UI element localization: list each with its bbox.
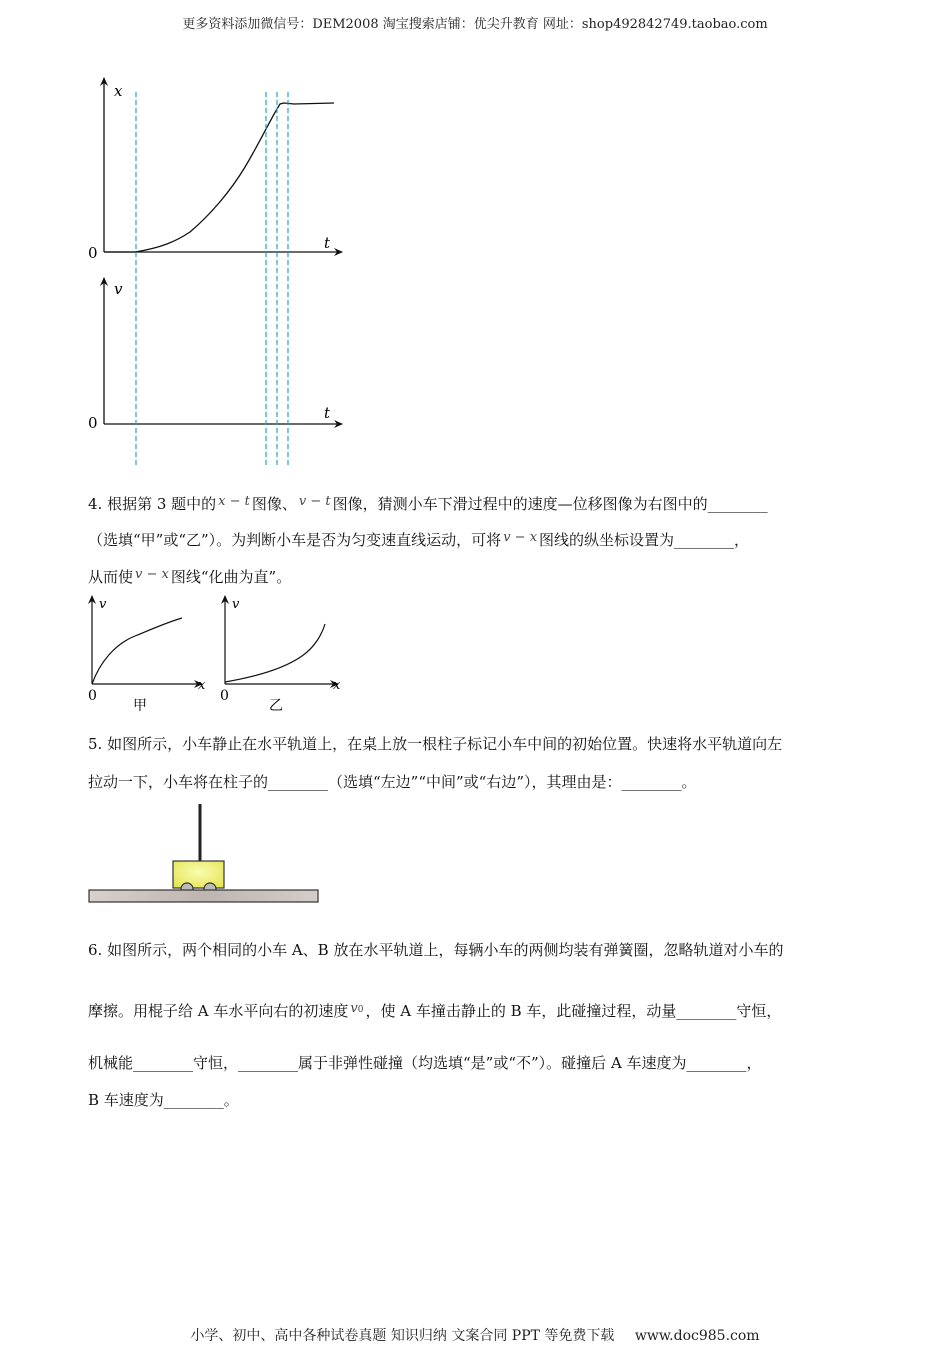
graph-a-y-label: v: [99, 597, 107, 612]
graph-b-origin: 0: [220, 688, 229, 704]
q4-line-3: 从而使 v − x 图线“化曲为直”。: [88, 567, 292, 586]
cart-track-illustration: [86, 800, 322, 908]
footer-url[interactable]: www.doc985.com: [634, 1328, 760, 1344]
var-v-x-2: v − x: [135, 567, 169, 582]
var-v-x: v − x: [503, 530, 538, 545]
horizontal-track: [89, 890, 318, 902]
q6-line-1: 6. 如图所示，两个相同的小车 A、B 放在水平轨道上，每辆小车的两侧均装有弹簧圈，忽略轨道对小车的: [88, 941, 784, 959]
var-v0: v0: [350, 1001, 364, 1016]
graph-b-caption: 乙: [269, 698, 283, 714]
xt-x-label: t: [324, 234, 331, 252]
graph-b-y-label: v: [232, 597, 240, 612]
page-header: 更多资料添加微信号：DEM2008 淘宝搜索店铺：优尖升教育 网址：shop492842749.taobao.com: [182, 17, 768, 32]
graph-a-x-label: x: [198, 678, 206, 693]
xt-y-label: x: [114, 82, 123, 100]
vt-origin: 0: [88, 414, 98, 432]
q6-line-2: 摩擦。用棍子给 A 车水平向右的初速度 v0 ，使 A 车撞击静止的 B 车，此碰撞过程，动量________守恒，: [88, 1001, 782, 1020]
vt-x-label: t: [324, 404, 331, 422]
graph-b-curve: [225, 624, 325, 682]
graph-b-x-label: x: [333, 678, 341, 693]
q6-line-4: B 车速度为________。: [88, 1091, 239, 1109]
q6-line-3: 机械能________守恒，________属于非弹性碰撞（均选填“是”或“不”）。碰撞后 A 车速度为________，: [88, 1054, 762, 1072]
q5-line-2: 拉动一下，小车将在柱子的________（选填“左边”“中间”或“右边”），其理由是：________。: [88, 773, 697, 791]
var-v-t: v − t: [298, 494, 331, 509]
q4-line-1: 4. 根据第 3 题中的 x − t 图像、 v − t 图像，猜测小车下滑过程中的速度—位移图像为右图中的________: [88, 494, 768, 513]
xt-curve: [104, 103, 334, 252]
xt-origin: 0: [88, 244, 98, 262]
graph-a-caption: 甲: [133, 698, 147, 714]
graph-a-curve: [92, 618, 182, 684]
vt-y-label: v: [114, 280, 123, 298]
cart-body: [173, 861, 224, 888]
xt-vt-graphs: [80, 72, 360, 472]
vx-graphs: [80, 592, 360, 718]
q4-line-2: （选填“甲”或“乙”）。为判断小车是否为匀变速直线运动，可将 v − x 图线的纵坐标设置为________，: [88, 530, 750, 549]
var-x-t: x − t: [218, 494, 250, 509]
page-footer: [0, 1325, 950, 1345]
footer-left: 小学、初中、高中各种试卷真题 知识归纳 文案合同 PPT 等免费下载: [190, 1328, 615, 1344]
graph-a-origin: 0: [88, 688, 97, 704]
q5-line-1: 5. 如图所示，小车静止在水平轨道上，在桌上放一根柱子标记小车中间的初始位置。快速将水平轨道向左: [88, 735, 783, 753]
